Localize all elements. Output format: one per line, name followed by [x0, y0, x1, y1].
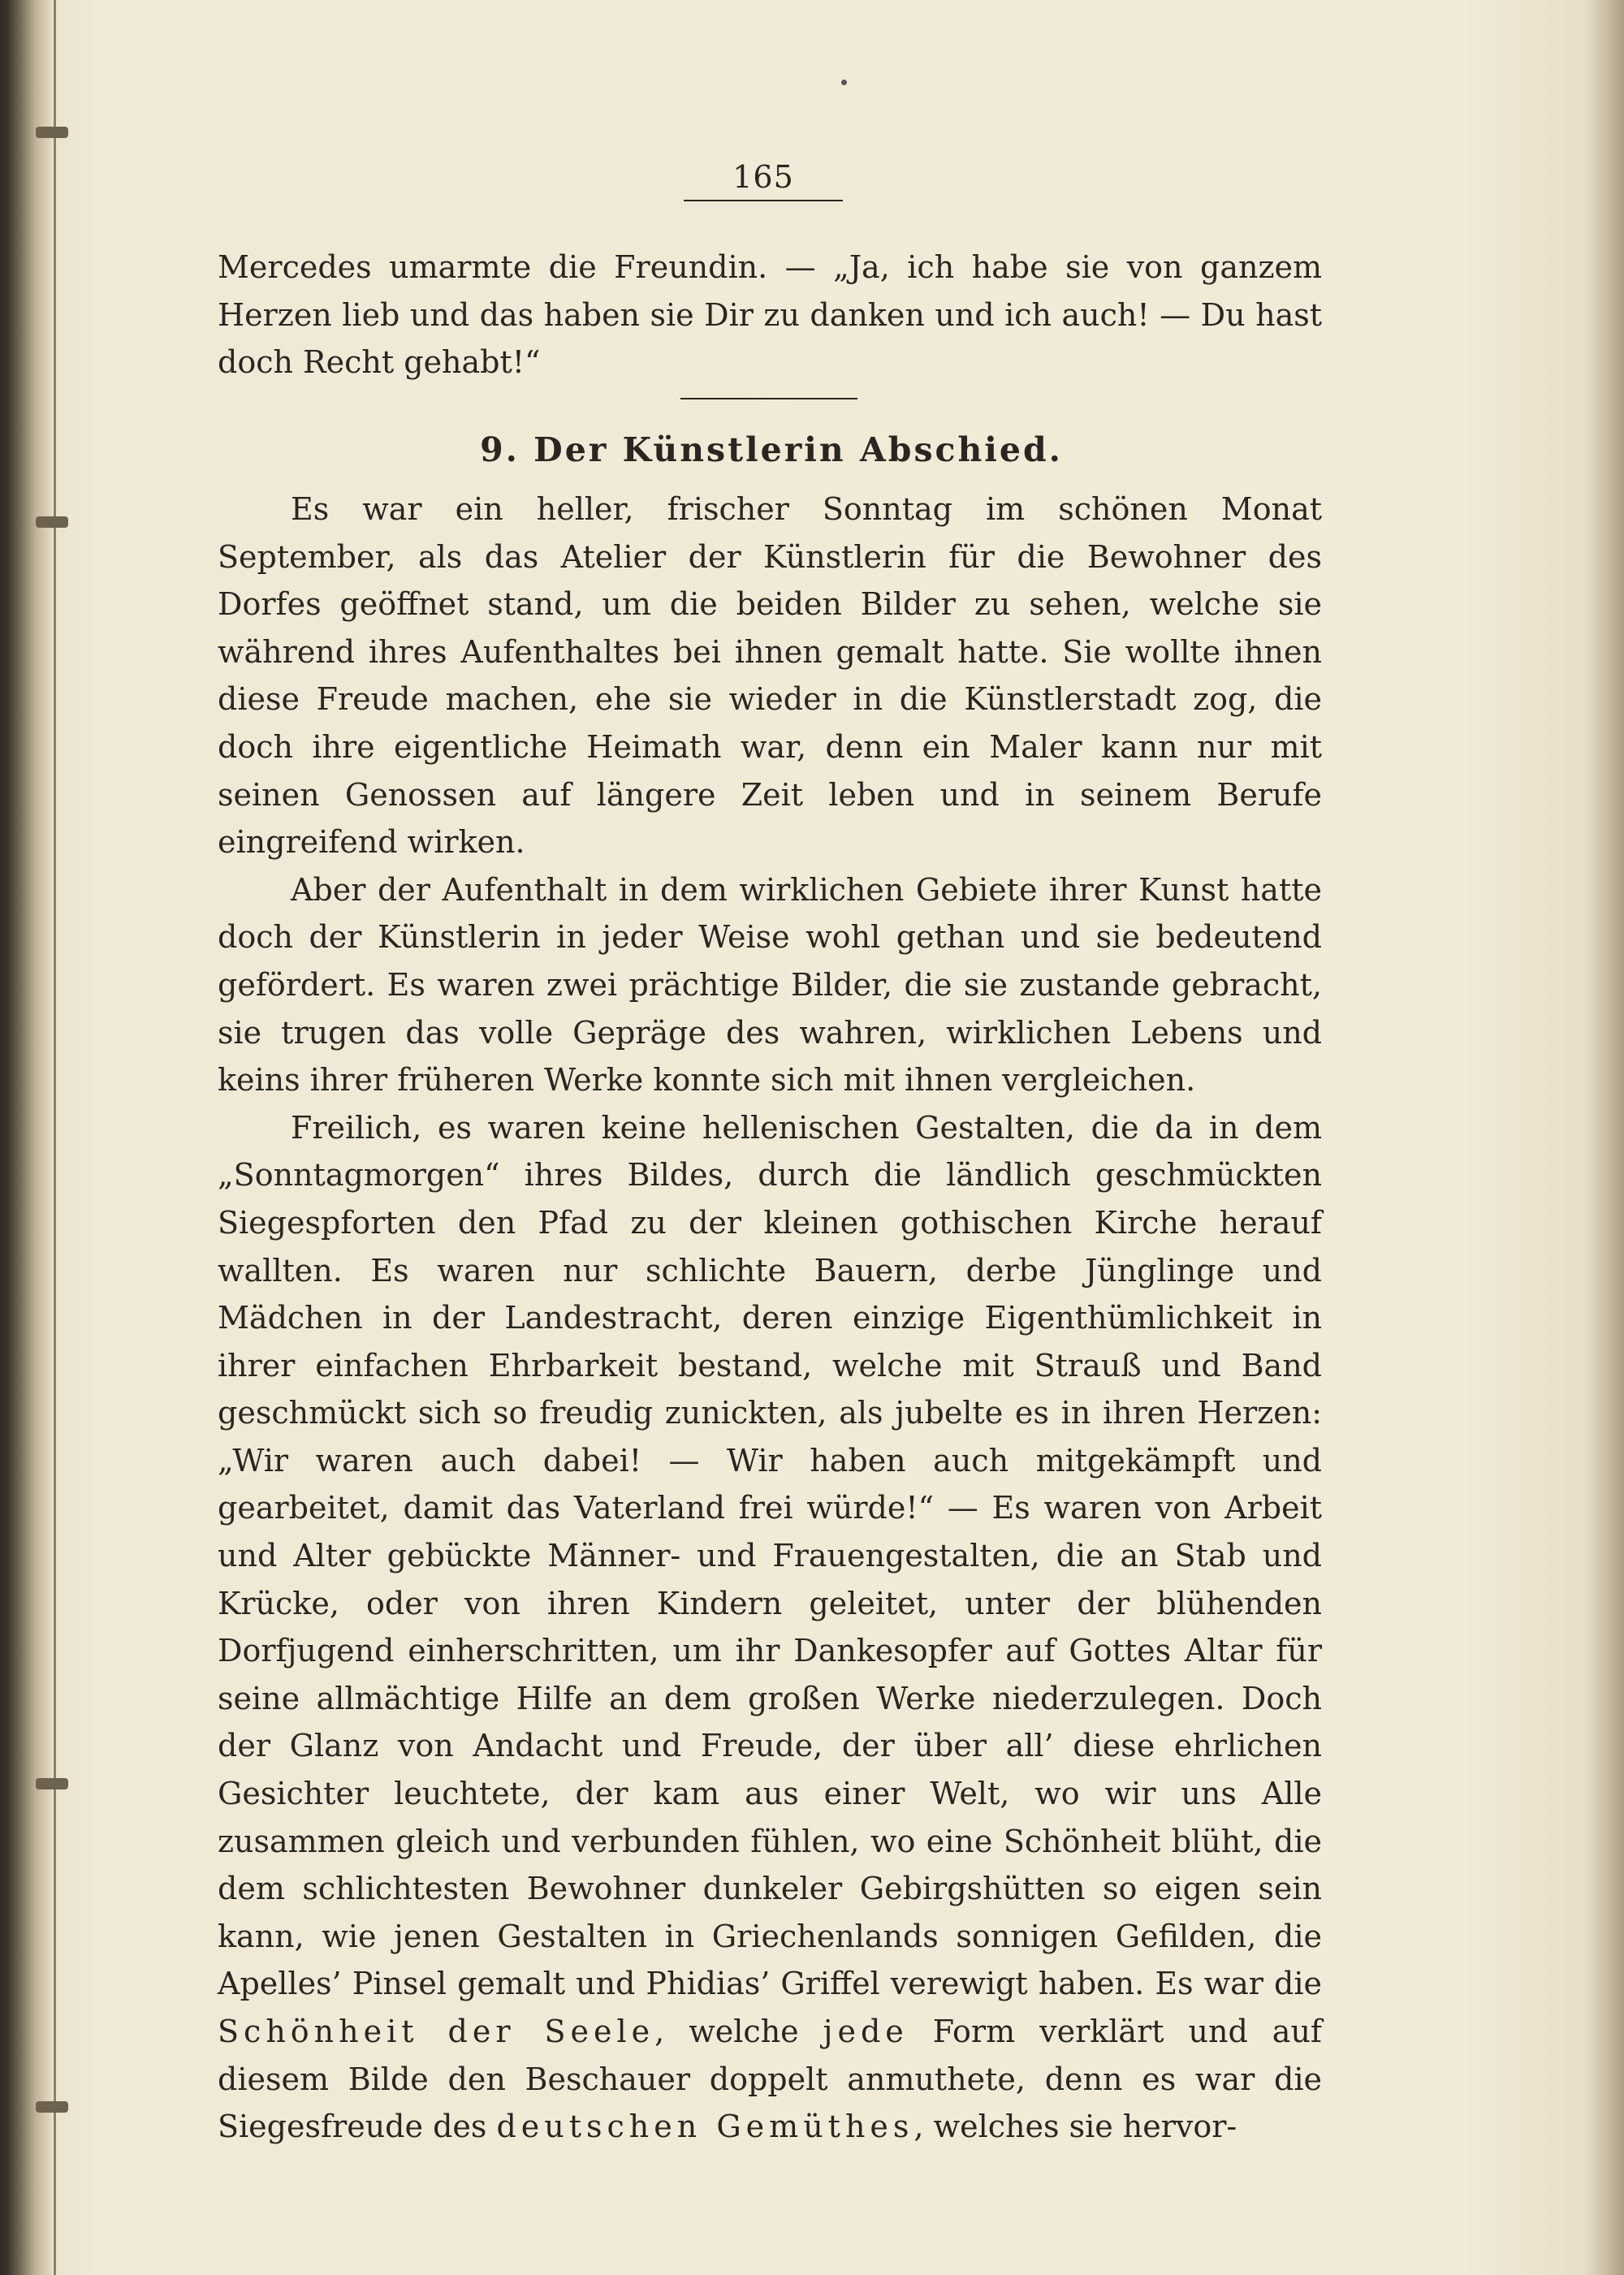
- body-paragraph: Es war ein heller, frischer Sonntag im schönen Monat September, als das Atelier der Künstlerin für die Bewohner des Dorfes geöffnet stand, um die beiden Bilder zu sehen, welche sie während ihres Aufenthaltes bei ihnen gemalt hatte. Sie wollte ihnen diese Freude machen, ehe sie wieder in die Künstlerstadt zog, die doch ihre eigentliche Heimath war, denn ein Maler kann nur mit seinen Genossen auf längere Zeit leben und in seinem Berufe eingreifend wirken.: [218, 491, 1322, 861]
- chapter-heading: 9. Der Künstlerin Abschied.: [480, 430, 1063, 469]
- binding-thread-mark: [36, 2101, 68, 2113]
- binding-fold-line: [54, 0, 56, 2275]
- page-right-edge-shadow: [1583, 0, 1624, 2275]
- page-number: 165: [684, 159, 843, 201]
- binding-thread-mark: [36, 1778, 68, 1789]
- body-text-run: Es war die: [1155, 1966, 1322, 2002]
- body-paragraph: Aber der Aufenthalt in dem wirklichen Gebiete ihrer Kunst hatte doch der Künstlerin in jeder Weise wohl gethan und sie bedeutend gefördert. Es waren zwei prächtige Bilder, die sie zustande gebracht, sie trugen das volle Gepräge des wahren, wirklichen Lebens und keins ihrer früheren Werke konnte sich mit ihnen vergleichen.: [218, 871, 1322, 1099]
- section-divider-rule: [680, 398, 857, 399]
- binding-thread-mark: [36, 127, 68, 138]
- emphasized-text: Schönheit der Seele: [218, 2014, 655, 2049]
- print-speck: [841, 80, 847, 85]
- opening-paragraph: Mercedes umarmte die Freundin. — „Ja, ich habe sie von ganzem Herzen lieb und das haben sie Dir zu danken und ich auch! — Du hast doch Recht gehabt!“: [218, 249, 1322, 381]
- emphasized-text: deutschen Gemüthes: [496, 2109, 914, 2145]
- page-header: [0, 159, 1543, 201]
- body-text-run: , welche: [654, 2014, 823, 2049]
- body-text-run: Form verklärt und auf diesem Bilde den Beschauer doppelt anmuthete, denn es war die Siegesfreude des: [218, 2014, 1322, 2145]
- book-binding-edge: [0, 0, 52, 2275]
- body-text-run: , welches sie hervor-: [914, 2109, 1237, 2145]
- opening-paragraph-block: [218, 244, 1322, 386]
- chapter-body: [218, 486, 1322, 2151]
- binding-thread-mark: [36, 516, 68, 528]
- body-paragraph: [218, 1104, 1322, 2151]
- body-paragraph-text: Freilich, es waren keine hellenischen Gestalten, die da in dem „Sonntagmorgen“ ihres Bildes, durch die ländlich geschmückten Siegespforten den Pfad zu der kleinen gothischen Kirche herauf wallten. Es waren nur schlichte Bauern, derbe Jünglinge und Mädchen in der Landestracht, deren einzige Eigenthümlichkeit in ihrer einfachen Ehrbarkeit bestand, welche mit Strauß und Band geschmückt sich so freudig zunickten, als jubelte es in ihren Herzen: „Wir waren auch dabei! — Wir haben auch mitgekämpft und gearbeitet, damit das Vaterland frei würde!“ — Es waren von Arbeit und Alter gebückte Männer- und Frauengestalten, die an Stab und Krücke, oder von ihren Kindern geleitet, unter der blühenden Dorfjugend einherschritten, um ihr Dankesopfer auf Gottes Altar für seine allmächtige Hilfe an dem großen Werke niederzulegen. Doch der Glanz von Andacht und Freude, der über all’ diese ehrlichen Gesichter leuchtete, der kam aus einer Welt, wo wir uns Alle zusammen gleich und verbunden fühlen, wo eine Schönheit blüht, die dem schlichtesten Bewohner dunkeler Gebirgshütten so eigen sein kann, wie jenen Gestalten in Griechenlands sonnigen Gefilden, die Apelles’ Pinsel gemalt und Phidias’ Griffel verewigt haben.: [218, 1109, 1322, 2002]
- emphasized-text: jede: [823, 2014, 909, 2049]
